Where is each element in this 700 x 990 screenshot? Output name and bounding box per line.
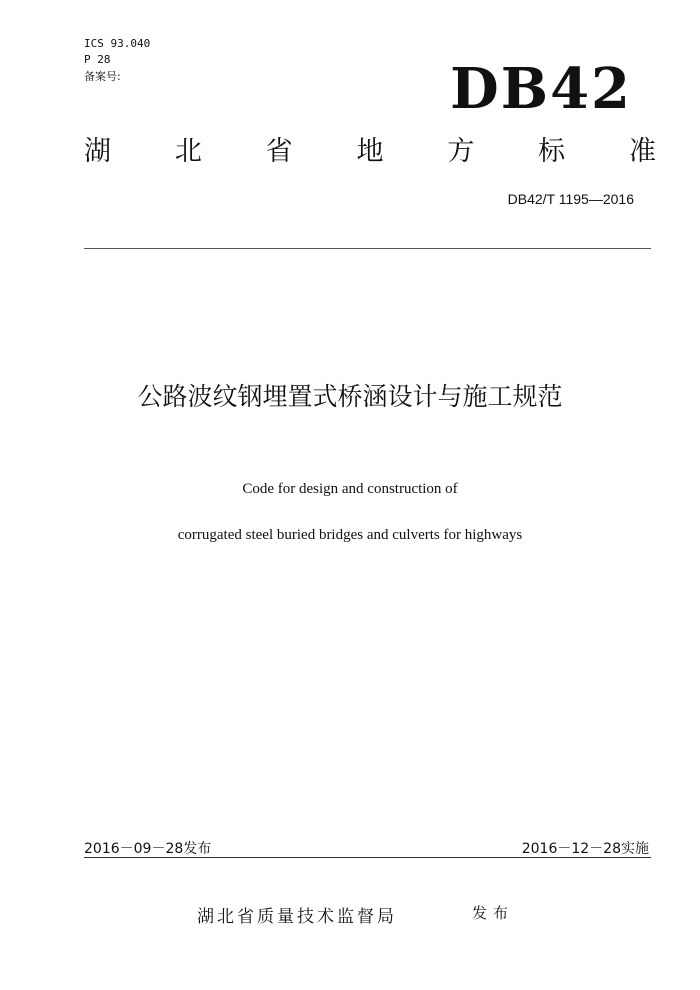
ics-code: ICS 93.040 — [84, 37, 151, 50]
province-title-char: 标 — [538, 136, 566, 167]
province-title-char: 地 — [356, 136, 384, 167]
province-title-char: 湖 — [84, 136, 111, 167]
publish-label: 发布 — [472, 904, 515, 922]
document-title-en-line2: corrugated steel buried bridges and culverts for highways — [177, 527, 523, 543]
province-title-char: 北 — [174, 136, 202, 167]
implementation-date: 2016－12－28实施 — [521, 841, 649, 857]
bottom-divider — [84, 857, 651, 858]
classification-code: P 28 — [84, 53, 111, 66]
standard-number: DB42/T 1195—2016 — [507, 191, 634, 207]
province-title-char: 方 — [447, 136, 475, 167]
top-divider — [84, 248, 651, 249]
province-title-char: 准 — [628, 136, 656, 167]
issuing-authority: 湖北省质量技术监督局 — [197, 907, 397, 927]
province-standard-title — [84, 134, 656, 170]
db-logo: DB42 — [450, 56, 632, 122]
province-title-char: 省 — [265, 136, 293, 167]
document-title-en-line1: Code for design and construction of — [242, 481, 458, 497]
document-title-cn: 公路波纹钢埋置式桥涵设计与施工规范 — [137, 382, 563, 411]
issue-date: 2016－09－28发布 — [84, 841, 212, 857]
record-number: 备案号: — [84, 70, 121, 83]
